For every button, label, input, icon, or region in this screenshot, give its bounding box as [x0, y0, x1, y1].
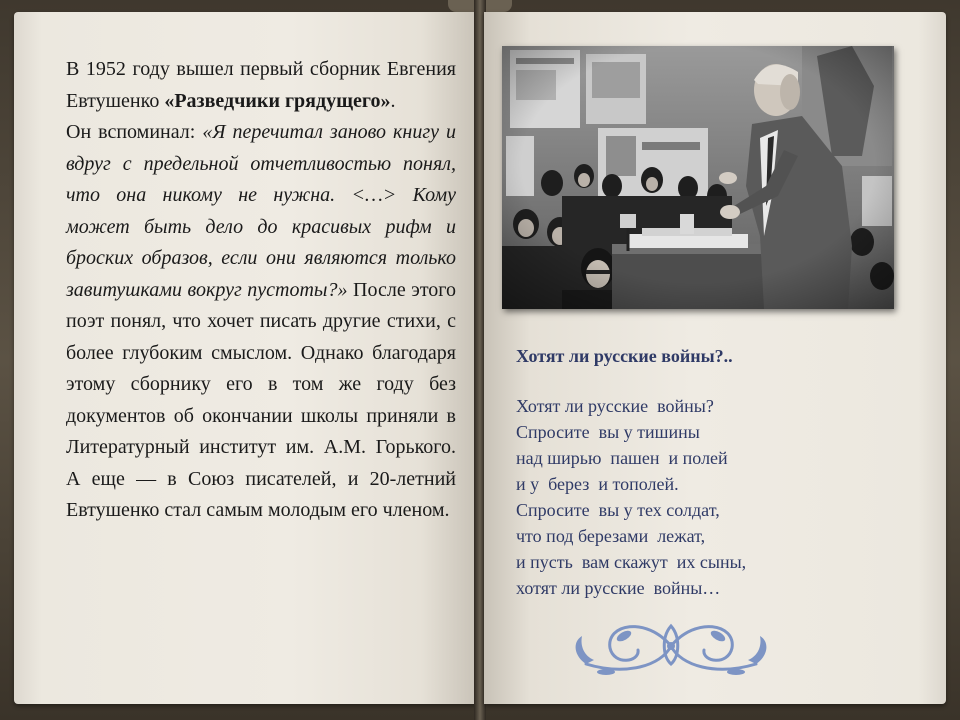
photo-illustration — [502, 46, 894, 309]
poem-block — [516, 343, 876, 601]
ornament-svg — [566, 606, 776, 680]
poem-line: над ширью пашен и полей — [516, 448, 728, 468]
poem-line: Спросите вы у тех солдат, — [516, 500, 720, 520]
poem-title: Хотят ли русские войны?.. — [516, 346, 733, 366]
paragraph-memory: Он вспоминал: «Я перечитал заново книгу и вдруг с предельной отчетливостью понял, что она никому не нужна. <…> Кому может быть дело до красивых рифм и броских образов, если они являются только завитушками вокруг пустоты?» После этого поэт понял, что хочет писать другие стихи, с более глубоким смыслом. Однако благодаря этому сборнику его в том же году без документов об окончании школы приняли в Литературный институт им. А.М. Горького. А еще — в Союз писателей, и 20-летний Евтушенко стал самым молодым его членом. — [66, 121, 457, 521]
photo-poet-reading — [502, 46, 894, 309]
biography-text — [66, 54, 456, 527]
flourish-ornament-icon — [566, 606, 776, 680]
author-quote: «Я перечитал заново книгу и вдруг с предельной отчетливостью понял, что она никому не нужна. <…> Кому может быть дело до красивых рифм и броских образов, если они являются только завитушками вокруг пустоты?» — [66, 121, 457, 301]
poem-line: и у берез и тополей. — [516, 474, 679, 494]
poem-line: что под березами лежат, — [516, 526, 706, 546]
poem-line: и пусть вам скажут их сыны, — [516, 552, 747, 572]
collection-title: «Разведчики грядущего» — [164, 89, 391, 112]
poem-line: Хотят ли русские войны? — [516, 396, 714, 416]
poem-line: хотят ли русские войны… — [516, 578, 721, 598]
paragraph-collection: В 1952 году вышел первый сборник Евгения Евтушенко «Разведчики грядущего». — [66, 58, 456, 112]
poem-line: Спросите вы у тишины — [516, 422, 700, 442]
